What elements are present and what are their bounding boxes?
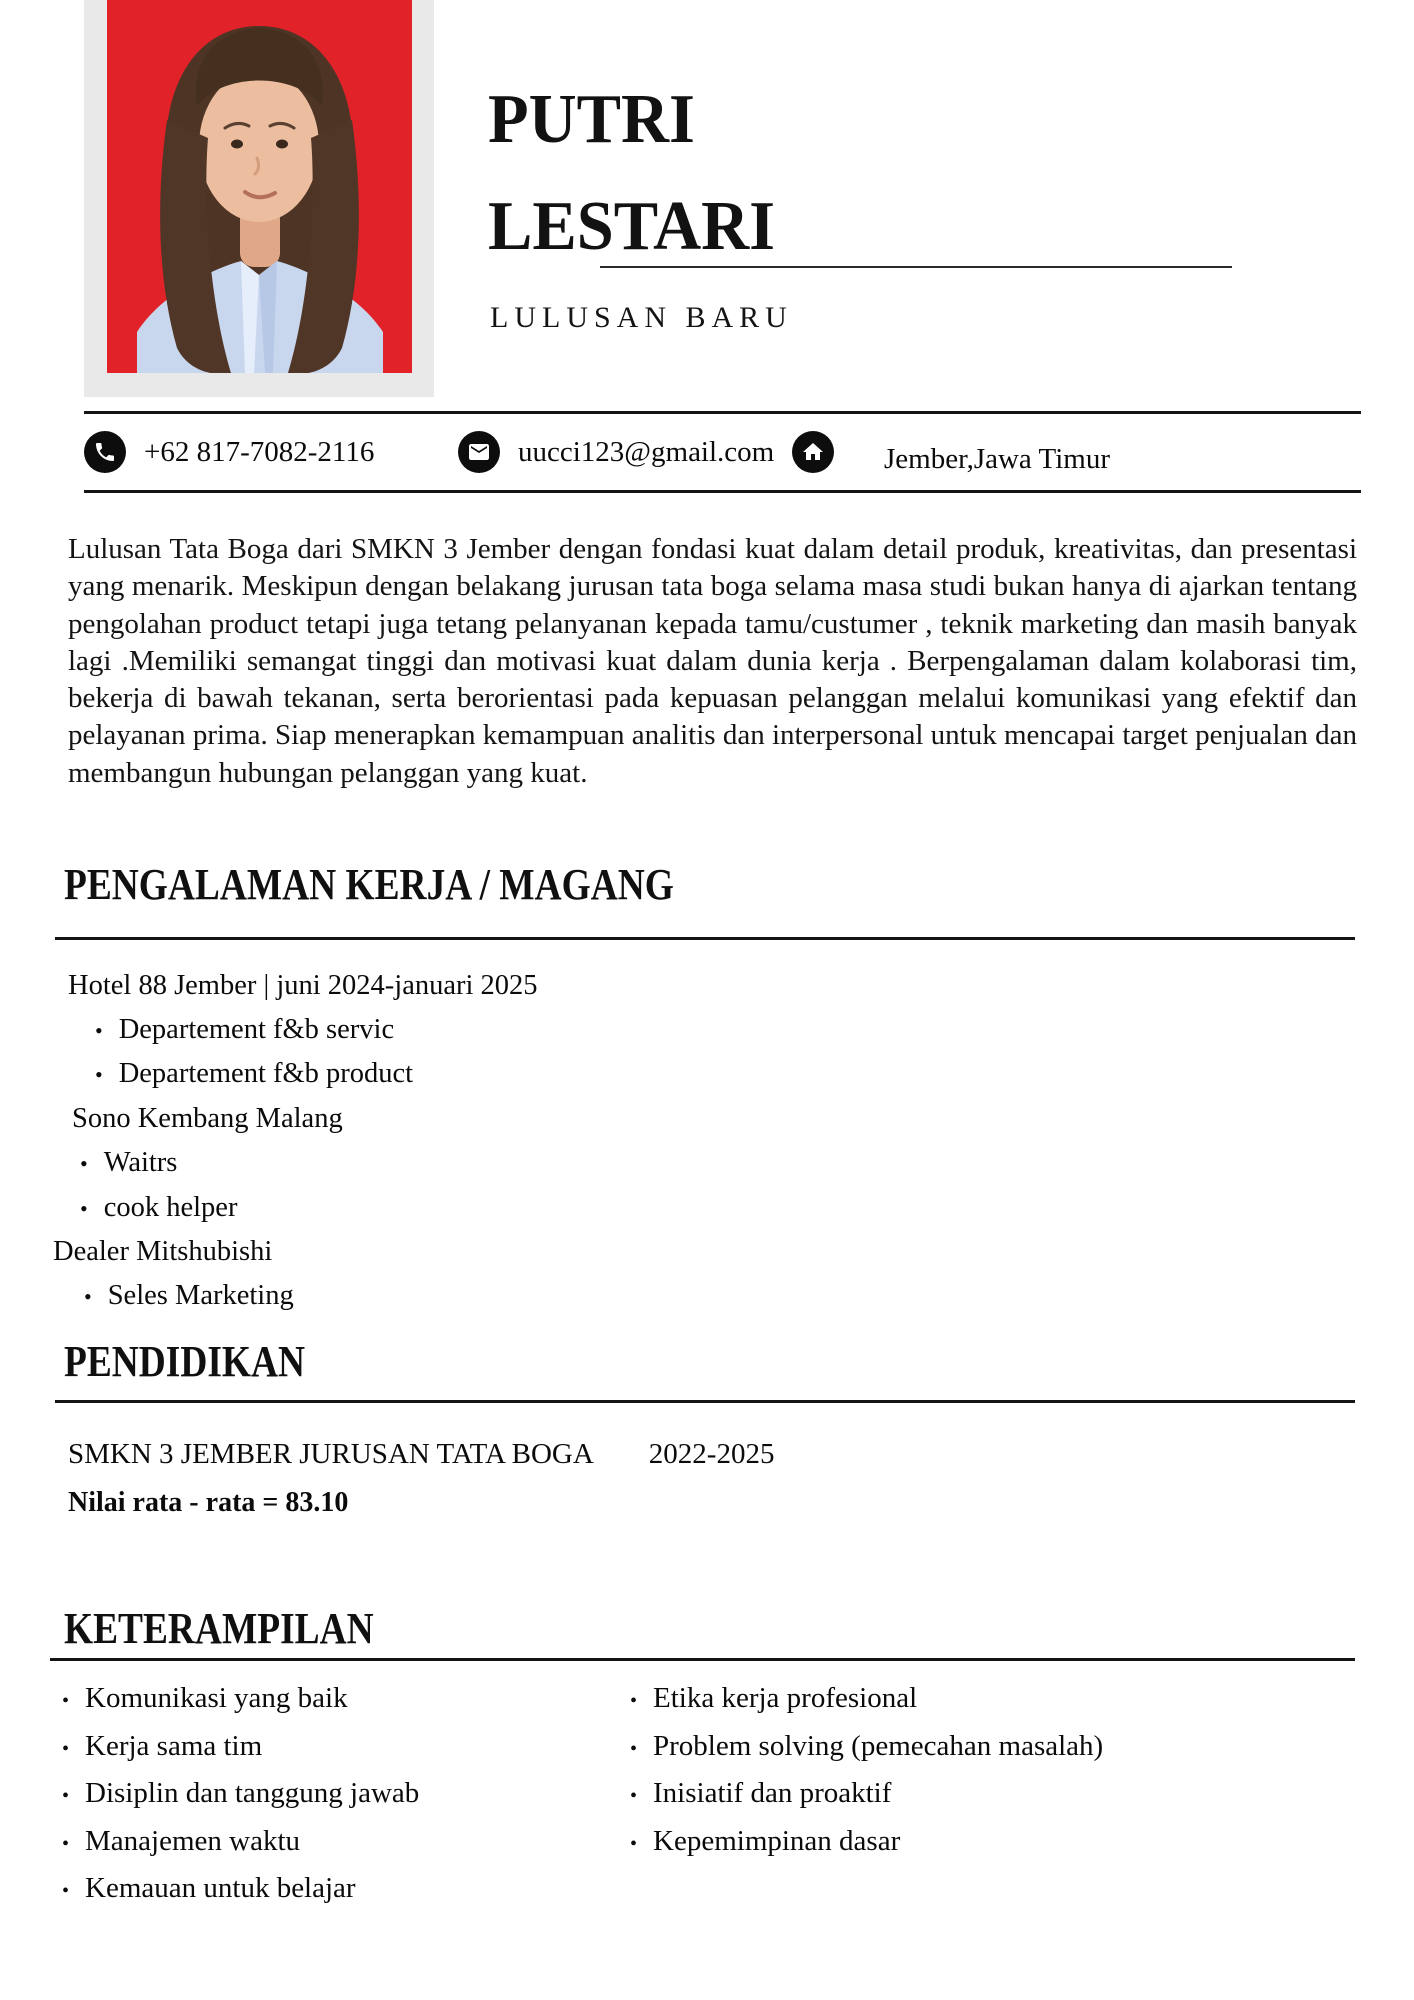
- contact-location: [792, 414, 1110, 490]
- photo-frame: [84, 0, 434, 397]
- contact-email: [458, 414, 774, 490]
- list-item: • cook helper: [52, 1186, 952, 1231]
- education-entry: [68, 1438, 774, 1471]
- contact-section: [84, 411, 1361, 493]
- list-item: • Manajemen waktu: [55, 1819, 600, 1867]
- skills-column-right: [625, 1676, 1245, 1866]
- skills-column-left: [55, 1676, 600, 1914]
- name-underline: [600, 266, 1232, 268]
- bullet-icon: [62, 1822, 69, 1867]
- list-item: • Departement f&b product: [52, 1052, 952, 1097]
- list-item: • Kepemimpinan dasar: [625, 1819, 1245, 1867]
- list-item: • Waitrs: [52, 1141, 952, 1186]
- list-item: • Problem solving (pemecahan masalah): [625, 1724, 1245, 1772]
- education-heading: PENDIDIKAN: [64, 1337, 306, 1386]
- name-line-1: PUTRI: [488, 81, 695, 158]
- bullet-icon: [80, 1187, 88, 1231]
- bullet-icon: [630, 1822, 637, 1867]
- experience-list: [52, 964, 952, 1319]
- list-item: • Kemauan untuk belajar: [55, 1866, 600, 1914]
- education-years: 2022-2025: [648, 1438, 775, 1470]
- name-line-2: LESTARI: [488, 188, 776, 265]
- bullet-icon: [95, 1053, 103, 1097]
- experience-heading: PENGALAMAN KERJA / MAGANG: [64, 860, 674, 909]
- list-item: • Kerja sama tim: [55, 1724, 600, 1772]
- summary-paragraph: Lulusan Tata Boga dari SMKN 3 Jember dengan fondasi kuat dalam detail produk, kreativitas, dan presentasi yang menarik. Meskipun dengan belakang jurusan tata boga selama masa studi bukan hanya di ajarkan tentang pengolahan product tetapi juga tetang pelanyanan kepada tamu/custumer , teknik marketing dan masih banyak lagi .Memiliki semangat tinggi dan motivasi kuat dalam dunia kerja . Berpengalaman dalam kolaborasi tim, bekerja di bawah tekanan, serta berorientasi pada kepuasan pelanggan melalui komunikasi yang efektif dan pelayanan prima. Siap menerapkan kemampuan analitis dan interpersonal untuk mencapai target penjualan dan membangun hubungan pelanggan yang kuat.: [68, 533, 1357, 789]
- list-item: • Disiplin dan tanggung jawab: [55, 1771, 600, 1819]
- list-item: • Departement f&b servic: [52, 1008, 952, 1053]
- location-text: Jember,Jawa Timur: [884, 442, 1110, 475]
- experience-entry-title: Dealer Mitshubishi: [53, 1236, 273, 1268]
- profile-photo: [107, 0, 412, 373]
- bullet-icon: [630, 1679, 637, 1724]
- bullet-icon: [95, 1009, 103, 1053]
- contact-phone: [84, 414, 374, 490]
- bullet-icon: [630, 1774, 637, 1819]
- subtitle: LULUSAN BARU: [490, 301, 793, 334]
- experience-entry-title: Sono Kembang Malang: [72, 1103, 343, 1135]
- name-block: [488, 66, 775, 280]
- email-address: uucci123@gmail.com: [518, 435, 775, 468]
- list-item: • Etika kerja profesional: [625, 1676, 1245, 1724]
- bullet-icon: [84, 1275, 92, 1319]
- skills-heading: KETERAMPILAN: [64, 1604, 374, 1653]
- bullet-icon: [62, 1679, 69, 1724]
- phone-number: +62 817-7082-2116: [144, 435, 375, 468]
- experience-rule: [55, 937, 1355, 940]
- home-icon: [792, 431, 834, 473]
- list-item: • Inisiatif dan proaktif: [625, 1771, 1245, 1819]
- skills-rule: [50, 1658, 1355, 1661]
- bullet-icon: [62, 1869, 69, 1914]
- bullet-icon: [80, 1142, 88, 1186]
- bullet-icon: [62, 1774, 69, 1819]
- list-item: • Seles Marketing: [52, 1274, 952, 1319]
- list-item: • Komunikasi yang baik: [55, 1676, 600, 1724]
- bullet-icon: [62, 1727, 69, 1772]
- bullet-icon: [630, 1727, 637, 1772]
- education-rule: [55, 1400, 1355, 1403]
- education-school: SMKN 3 JEMBER JURUSAN TATA BOGA: [68, 1438, 594, 1470]
- education-gpa: Nilai rata - rata = 83.10: [68, 1487, 349, 1518]
- phone-icon: [84, 431, 126, 473]
- email-icon: [458, 431, 500, 473]
- experience-entry-title: Hotel 88 Jember | juni 2024-januari 2025: [68, 970, 538, 1001]
